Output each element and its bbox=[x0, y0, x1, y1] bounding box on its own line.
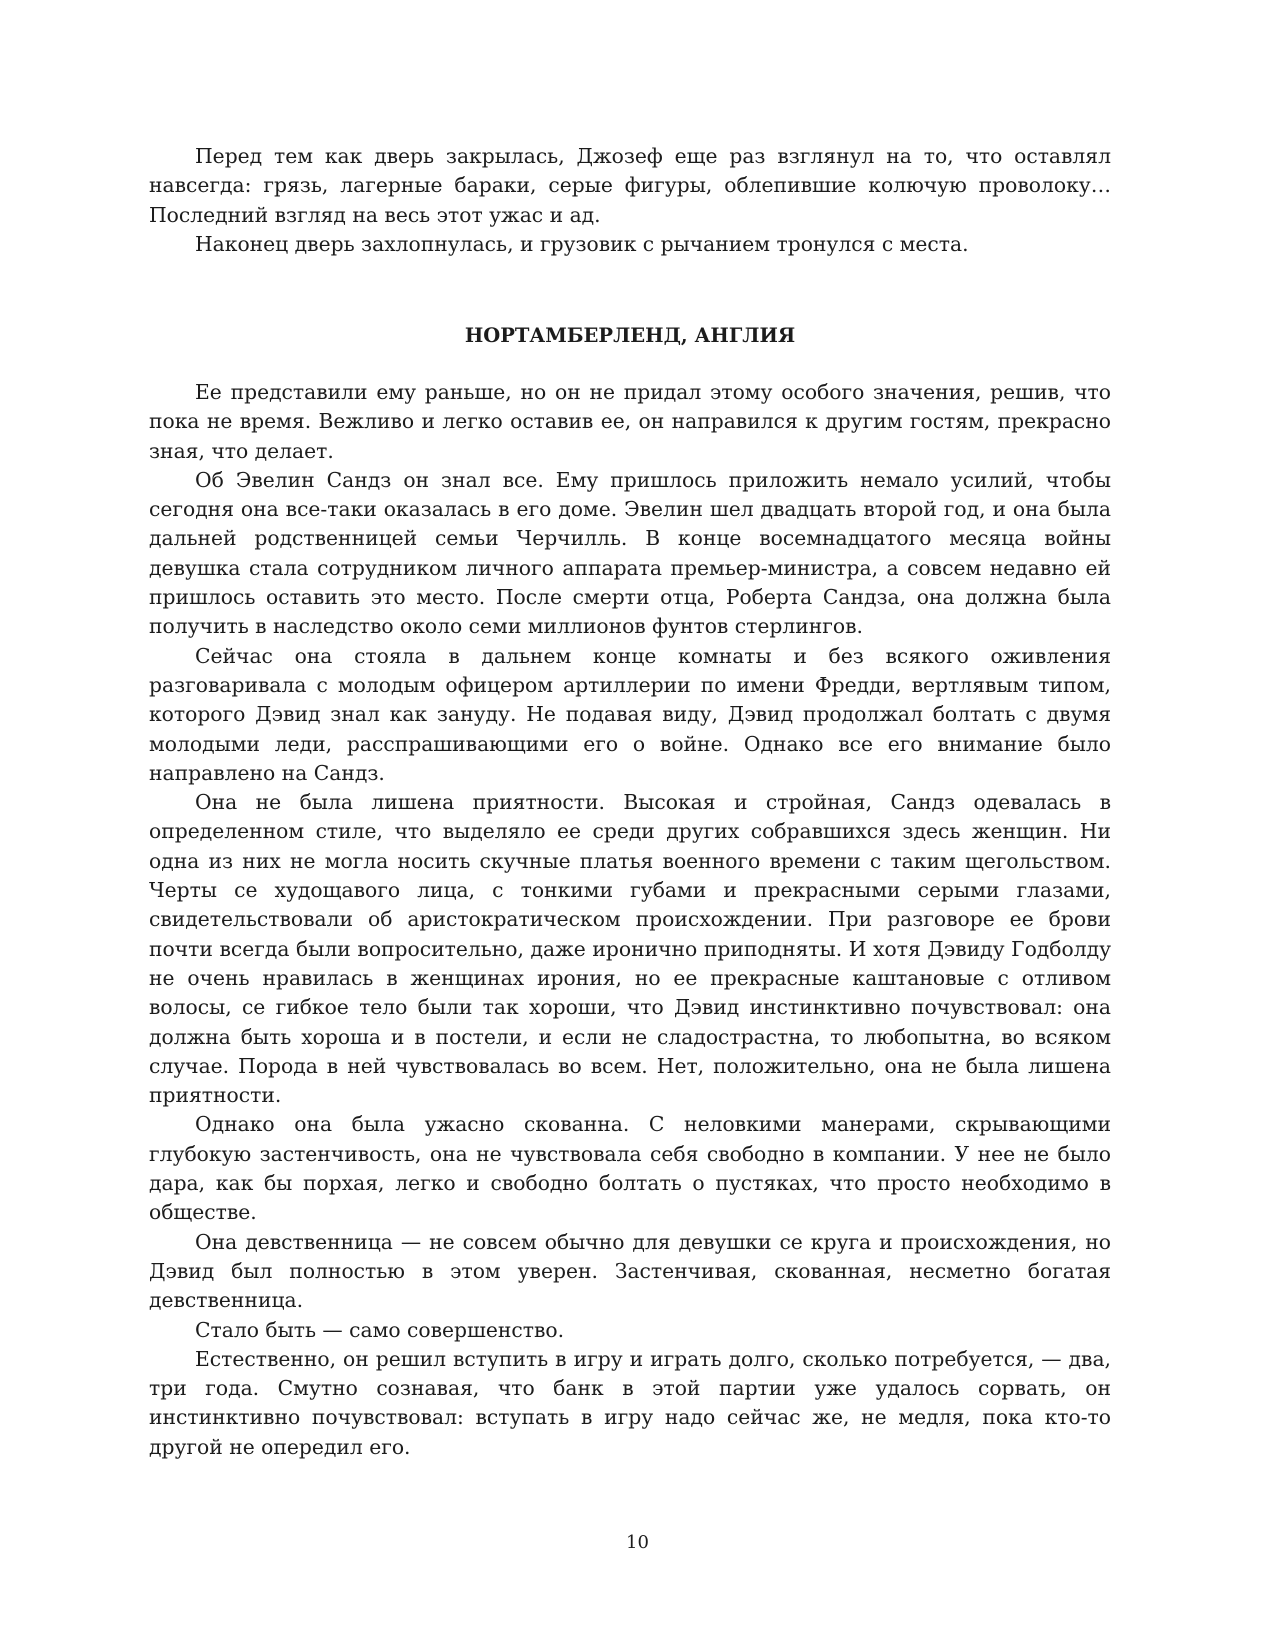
page-number: 10 bbox=[626, 1532, 649, 1553]
section-heading: НОРТАМБЕРЛЕНД, АНГЛИЯ bbox=[464, 324, 796, 347]
paragraph: Естественно, он решил вступить в игру и играть долго, сколько потребуется, — два, три года. Смутно сознавая, что банк в этой партии уже удалось сорвать, он инстинктивно почувствовал: вступать в игру надо сейчас же, не медля, пока кто-то другой не опередил его. bbox=[149, 1346, 1111, 1459]
paragraph: Она девственница — не совсем обычно для девушки се круга и происхождения, но Дэвид был полностью в этом уверен. Застенчивая, скованная, несметно богатая девственница. bbox=[149, 1229, 1111, 1313]
paragraph: Об Эвелин Сандз он знал все. Ему пришлось приложить немало усилий, чтобы сегодня она все-таки оказалась в его доме. Эвелин шел двадцать второй год, и она была дальней родственницей семьи Черчилль. В конце восемнадцатого месяца войны девушка стала сотрудником личного аппарата премьер-министра, а совсем недавно ей пришлось оставить это место. После смерти отца, Роберта Сандза, она должна была получить в наследство около семи миллионов фунтов стерлингов. bbox=[149, 467, 1111, 639]
main-text-block bbox=[149, 378, 1111, 1462]
paragraph: Ее представили ему раньше, но он не придал этому особого значения, решив, что пока не время. Вежливо и легко оставив ее, он направился к другим гостям, прекрасно зная, что делает. bbox=[149, 380, 1111, 463]
paragraph: Она не была лишена приятности. Высокая и стройная, Сандз одевалась в определенном стиле, что выделяло ее среди других собравшихся здесь женщин. Ни одна из них не могла носить скучные платья военного времени с таким щегольством. Черты се худощавого лица, с тонкими губами и прекрасными серыми глазами, свидетельствовали об аристократическом происхождении. При разговоре ее брови почти всегда были вопросительно, даже иронично приподняты. И хотя Дэвиду Годболду не очень нравилась в женщинах ирония, но ее прекрасные каштановые с отливом волосы, се гибкое тело были так хороши, что Дэвид инстинктивно почувствовал: она должна быть хороша и в постели, и если не сладострастна, то любопытна, во всяком случае. Порода в ней чувствовалась во всем. Нет, положительно, она не была лишена приятности. bbox=[149, 790, 1111, 1108]
intro-text-block bbox=[149, 142, 1111, 259]
paragraph: Сейчас она стояла в дальнем конце комнаты и без всякого оживления разговаривала с молодым офицером артиллерии по имени Фредди, вертлявым типом, которого Дэвид знал как зануду. Не подавая виду, Дэвид продолжал болтать с двумя молодыми леди, расспрашивающими его о войне. Однако все его внимание было направлено на Сандз. bbox=[149, 643, 1111, 785]
paragraph: Стало быть — само совершенство. bbox=[195, 1317, 565, 1342]
paragraph: Однако она была ужасно скованна. С неловкими манерами, скрывающими глубокую застенчивость, она не чувствовала себя свободно в компании. У нее не было дара, как бы порхая, легко и свободно болтать о пустяках, что просто необходимо в обществе. bbox=[149, 1112, 1111, 1225]
paragraph: Перед тем как дверь закрылась, Джозеф еще раз взглянул на то, что оставлял навсегда: грязь, лагерные бараки, серые фигуры, облепившие колючую проволоку… Последний взгляд на весь этот ужас и ад. bbox=[149, 144, 1111, 227]
paragraph: Наконец дверь захлопнулась, и грузовик с рычанием тронулся с места. bbox=[195, 231, 969, 256]
